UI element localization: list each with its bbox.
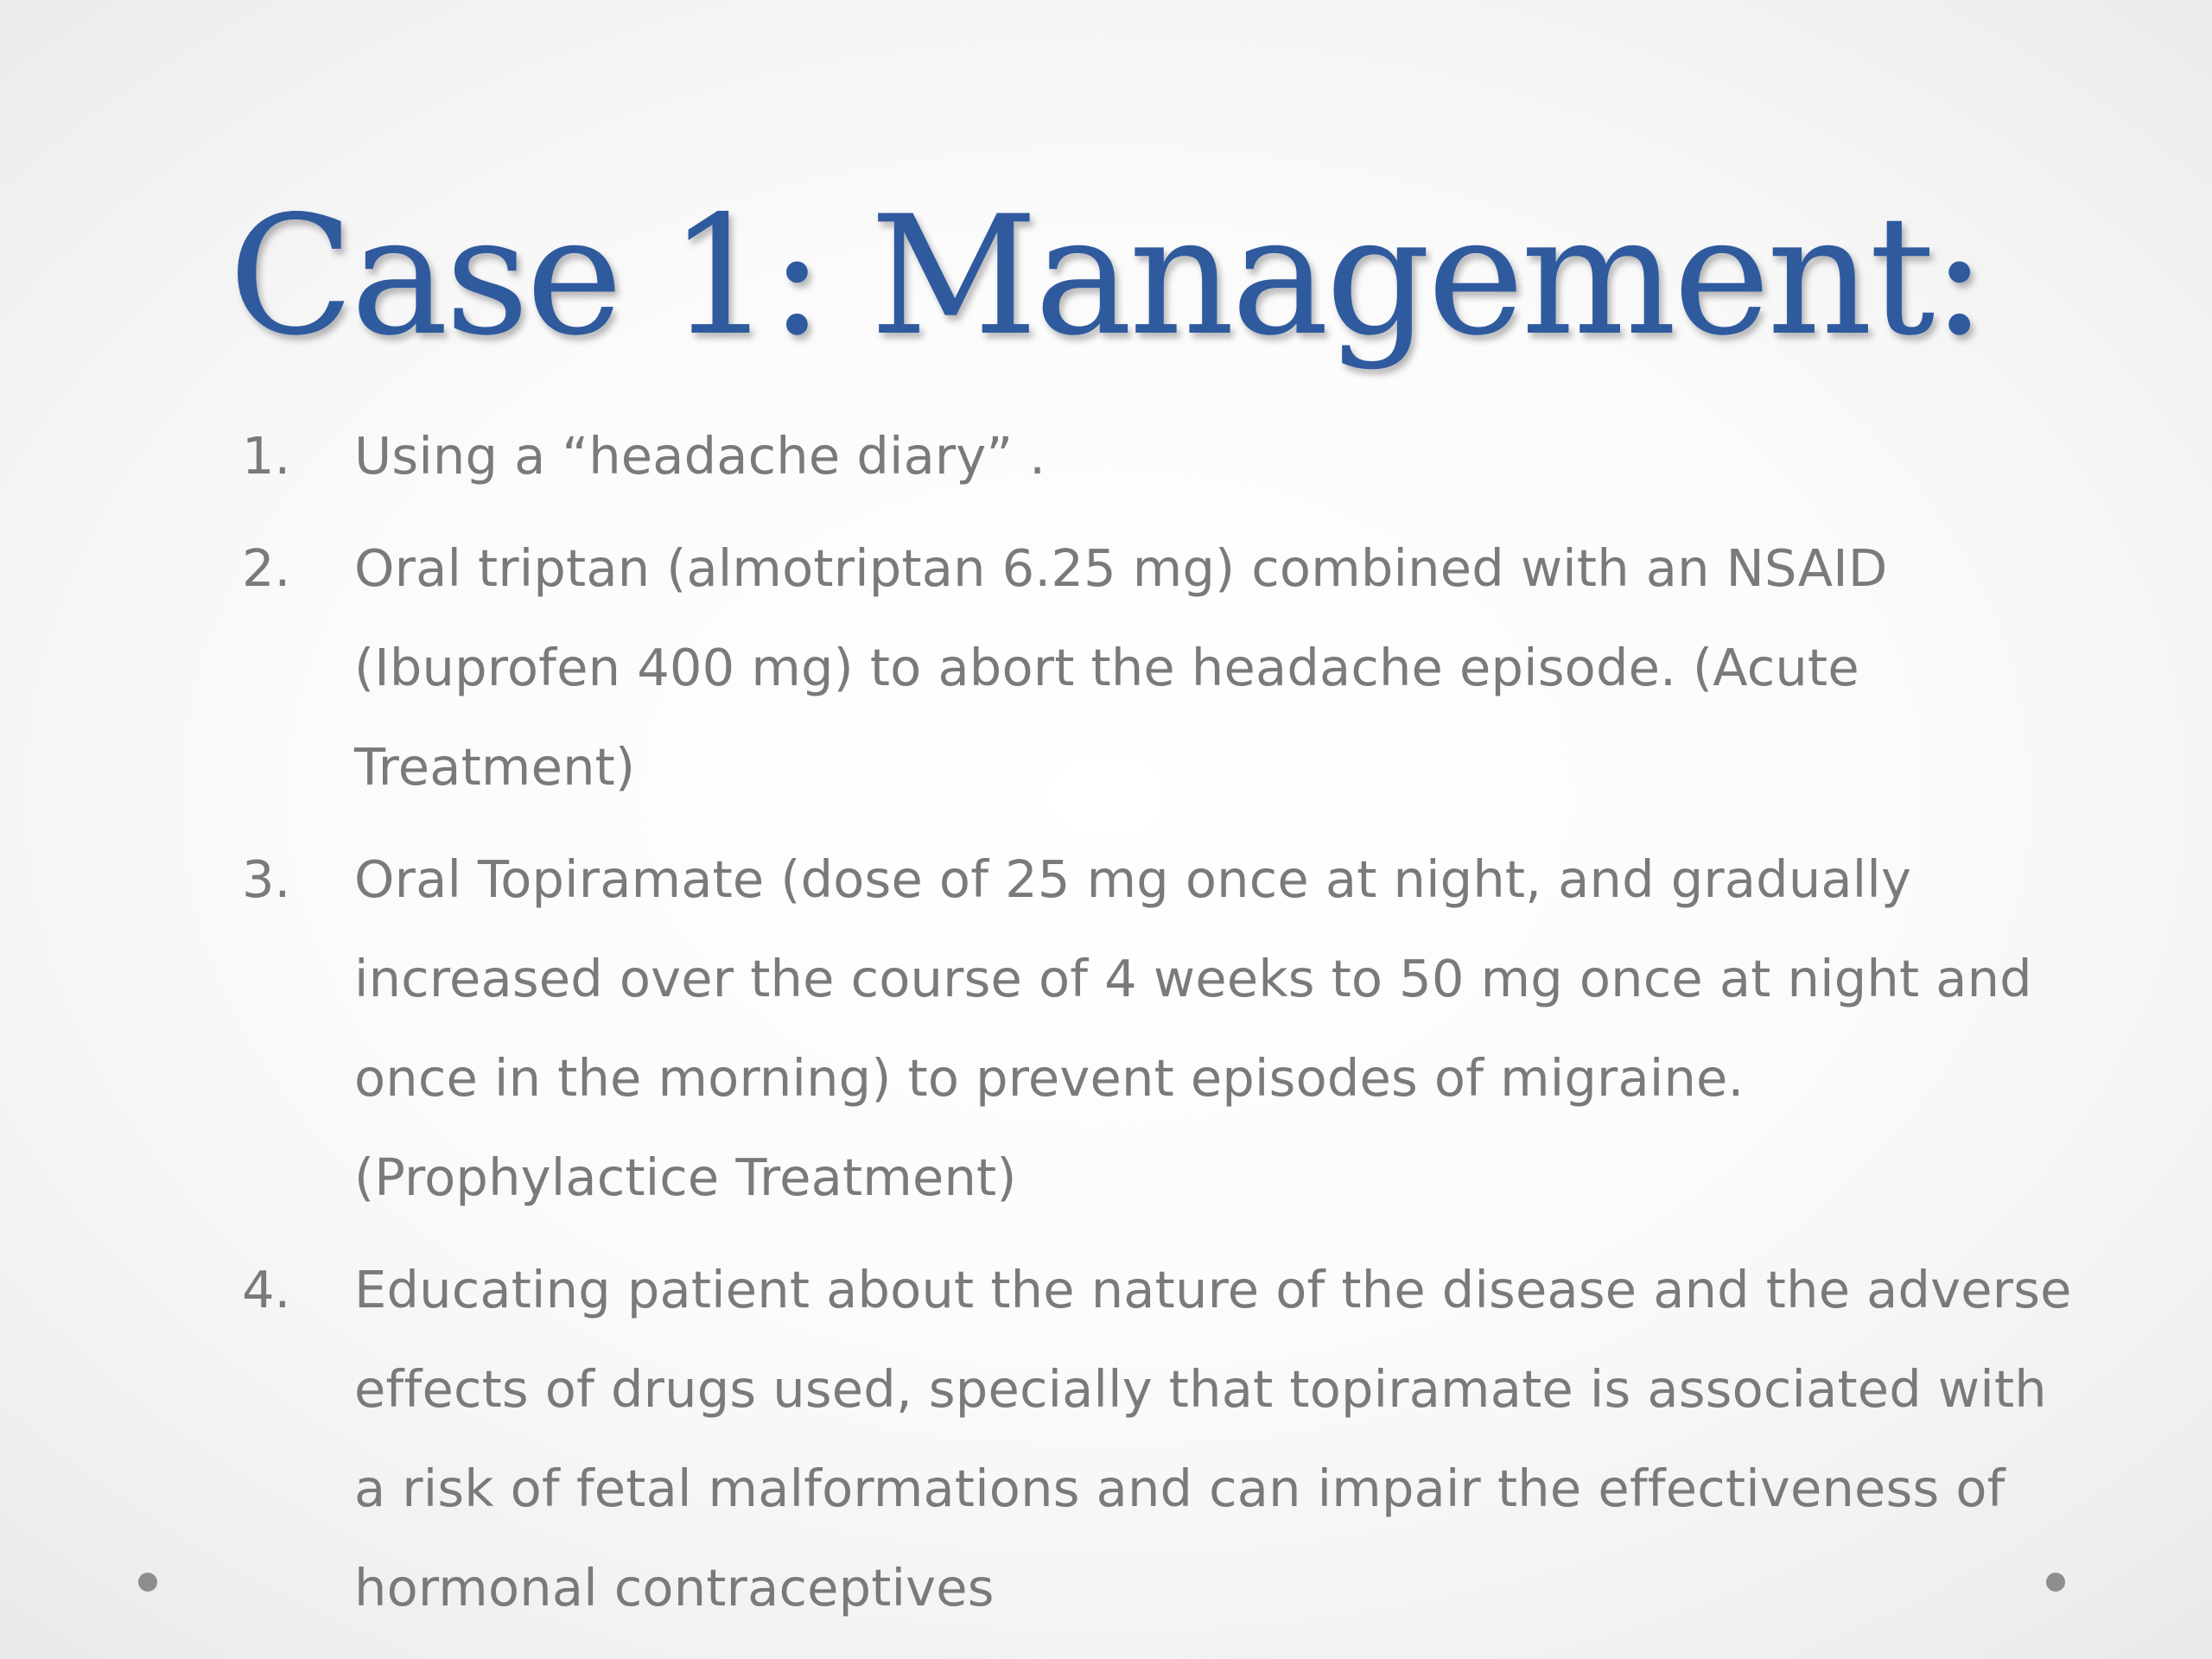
list-item [242, 1240, 2074, 1637]
list-item-text: Using a “headache diary” . [354, 426, 1046, 486]
decorative-dot-left-icon [138, 1573, 157, 1592]
list-item [242, 518, 2074, 817]
list-item-text: Oral Topiramate (dose of 25 mg once at night, and gradually increased over the course of 4 weeks to 50 mg once at night and once in the morning) to prevent episodes of migraine. (Prophylactice Treatment) [354, 849, 2032, 1207]
list-item-text: Oral triptan (almotriptan 6.25 mg) combined with an NSAID (Ibuprofen 400 mg) to abort the headache episode. (Acute Treatment) [354, 538, 1888, 797]
list-item-number: 1. [242, 426, 291, 486]
slide-title: Case 1: Management: [228, 181, 1984, 372]
list-item [242, 406, 2074, 505]
management-list [242, 406, 2074, 1650]
list-item-number: 4. [242, 1260, 291, 1319]
list-item-number: 2. [242, 538, 291, 598]
list-item-number: 3. [242, 849, 291, 909]
decorative-dot-right-icon [2046, 1573, 2065, 1592]
list-item-text: Educating patient about the nature of the disease and the adverse effects of drugs used, specially that topiramate is associated with a risk of fetal malformations and can impair the effectiveness of hormonal contraceptives [354, 1260, 2072, 1618]
list-item [242, 830, 2074, 1227]
